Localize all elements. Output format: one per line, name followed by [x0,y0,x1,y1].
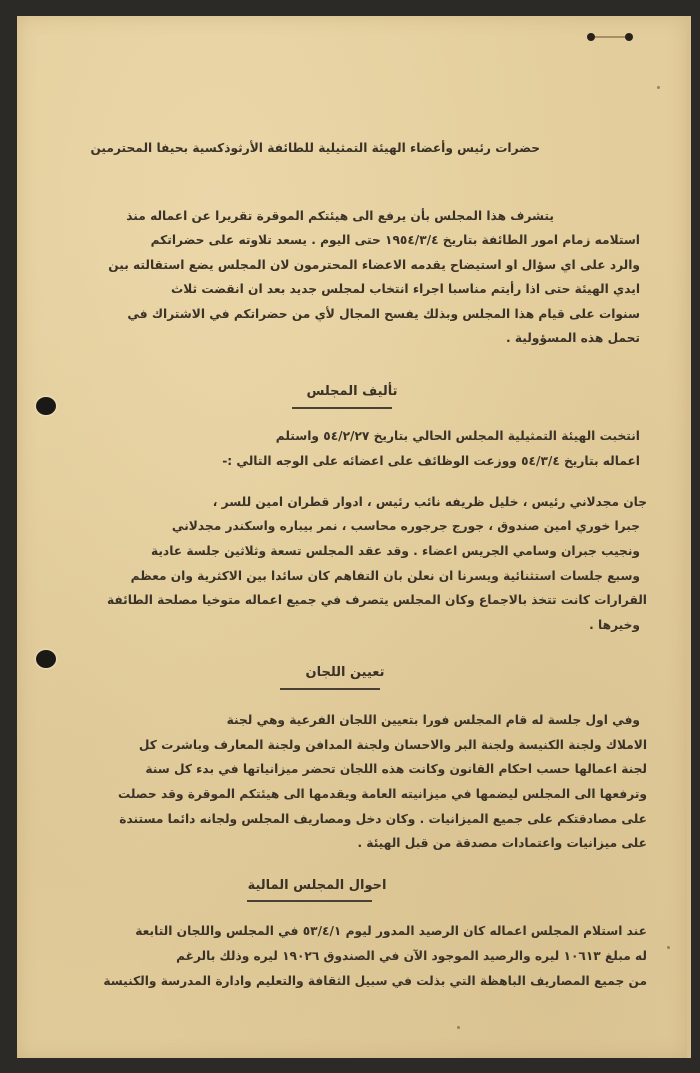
section-2-line-3: لجنة اعمالها حسب احكام القانون وكانت هذه اللجان تحضر ميزانياتها في بدء كل سنة [145,762,647,776]
heading-underline [292,407,392,409]
section-1-line-1: انتخبت الهيئة التمثيلية المجلس الحالي بتاريخ ٥٤/٢/٢٧ واستلم [275,429,640,443]
paper-speck [457,1026,460,1029]
section-1-line-3: جان مجدلاني رئيس ، خليل ظريفه نائب رئيس ، ادوار قطران امين للسر ، [212,495,647,509]
punch-hole-top [36,397,56,415]
section-1-line-2: اعماله بتاريخ ٥٤/٣/٤ ووزعت الوظائف على اعضائه على الوجه التالي :- [222,454,640,468]
section-2-line-6: على ميزانيات واعتمادات مصدقة من قبل الهيئة . [357,836,647,850]
staple-hole-left [587,33,595,41]
section-3-line-3: من جميع المصاريف الباهظة التي بذلت في سبيل الثقافة والتعليم وادارة المدرسة والكنيسة [103,974,647,988]
paper-speck [657,86,660,89]
punch-hole-bottom [36,650,56,668]
section-2-line-4: وترفعها الى المجلس ليضمها في ميزانيته العامة ويقدمها الى هيئتكم الموقرة وقد حصلت [118,787,647,801]
intro-line-5: سنوات على قيام هذا المجلس وبذلك يفسح المجال لأي من حضراتكم في الاشتراك في [127,307,640,321]
heading-underline [280,688,380,690]
section-3-line-2: له مبلغ ١٠٦١٣ ليره والرصيد الموجود الآن في الصندوق ١٩٠٢٦ ليره وذلك بالرغم [176,949,647,963]
heading-underline [247,900,372,902]
staple-mark [593,36,629,38]
staple-hole-right [625,33,633,41]
paper-edge [687,16,691,1058]
section-1-line-6: وسبع جلسات استثنائية ويسرنا ان نعلن بان التفاهم كان سائدا بين الاكثرية وان معظم [130,569,640,583]
section-heading-committees: تعيين اللجان [305,665,385,680]
section-1-line-7: القرارات كانت تتخذ بالاجماع وكان المجلس يتصرف في جميع اعماله متوخيا مصلحة الطائفة [106,593,647,607]
section-1-line-8: وخيرها . [589,618,640,632]
intro-line-1: يتشرف هذا المجلس بأن يرفع الى هيئتكم الموقرة تقريرا عن اعماله منذ [126,209,554,223]
section-3-line-1: عند استلام المجلس اعماله كان الرصيد المدور ليوم ٥٣/٤/١ في المجلس واللجان التابعة [135,924,647,938]
section-2-line-5: على مصادقتكم على جميع الميزانيات . وكان دخل ومصاريف المجلس ولجانه دائما مستندة [119,812,647,826]
section-heading-finances: احوال المجلس المالية [247,878,387,893]
section-1-line-5: ونجيب جبران وسامي الجريس اعضاء . وقد عقد المجلس تسعة وثلاثين جلسة عادية [150,544,640,558]
intro-line-4: ايدي الهيئة حتى اذا رأيتم مناسبا اجراء انتخاب لمجلس جديد بعد ان انقضت ثلاث [171,282,640,296]
salutation: حضرات رئيس وأعضاء الهيئة التمثيلية للطائفة الأرثوذكسية بحيفا المحترمين [90,141,540,155]
section-heading-council-formation: تأليف المجلس [306,384,398,399]
intro-line-2: استلامه زمام امور الطائفة بتاريخ ١٩٥٤/٣/٤ حتى اليوم . يسعد تلاوته على حضراتكم [150,233,640,247]
document-page [17,16,687,1058]
section-2-line-1: وفي اول جلسة له قام المجلس فورا بتعيين اللجان الفرعية وهي لجنة [226,713,640,727]
intro-line-6: تحمل هذه المسؤولية . [506,331,640,345]
paper-speck [667,946,670,949]
section-2-line-2: الاملاك ولجنة الكنيسة ولجنة البر والاحسان ولجنة المدافن ولجنة المعارف وباشرت كل [138,738,647,752]
intro-line-3: والرد على اي سؤال او استيضاح يقدمه الاعضاء المحترمون لان المجلس يضع استقالته بين [108,258,640,272]
section-1-line-4: جبرا خوري امين صندوق ، جورج جرجوره محاسب ، نمر بيباره واسكندر مجدلاني [171,519,640,533]
